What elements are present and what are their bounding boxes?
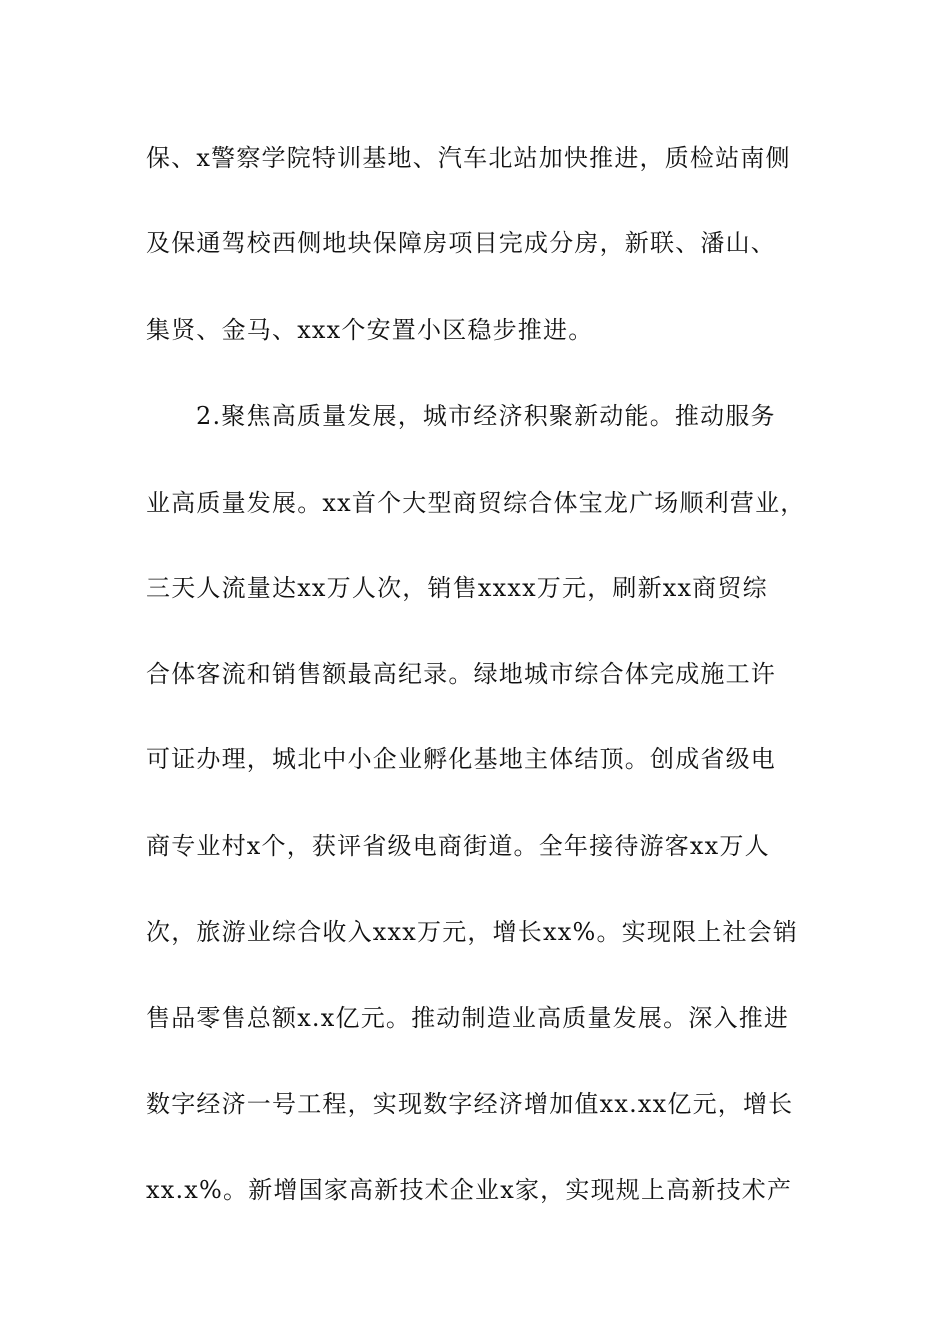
- text-line-1: 保、x警察学院特训基地、汽车北站加快推进，质检站南侧: [146, 144, 791, 172]
- text-line-2: 及保通驾校西侧地块保障房项目完成分房，新联、潘山、: [146, 229, 776, 257]
- text-line-7: 合体客流和销售额最高纪录。绿地城市综合体完成施工许: [146, 660, 776, 688]
- text-line-10: 次，旅游业综合收入xxx万元，增长xx%。实现限上社会销: [146, 918, 799, 946]
- section-heading-2: 2.聚焦高质量发展，城市经济积聚新动能。推动服务: [196, 402, 776, 430]
- text-line-9: 商专业村x个，获评省级电商街道。全年接待游客xx万人: [146, 832, 770, 860]
- text-line-11: 售品零售总额x.x亿元。推动制造业高质量发展。深入推进: [146, 1004, 790, 1032]
- text-line-13: xx.x%。新增国家高新技术企业x家，实现规上高新技术产: [146, 1176, 793, 1204]
- text-line-12: 数字经济一号工程，实现数字经济增加值xx.xx亿元，增长: [146, 1090, 794, 1118]
- text-line-3: 集贤、金马、xxx个安置小区稳步推进。: [146, 316, 594, 344]
- text-line-6: 三天人流量达xx万人次，销售xxxx万元，刷新xx商贸综: [146, 574, 768, 602]
- text-line-8: 可证办理，城北中小企业孵化基地主体结顶。创成省级电: [146, 745, 776, 773]
- text-line-5: 业高质量发展。xx首个大型商贸综合体宝龙广场顺利营业，: [146, 489, 806, 517]
